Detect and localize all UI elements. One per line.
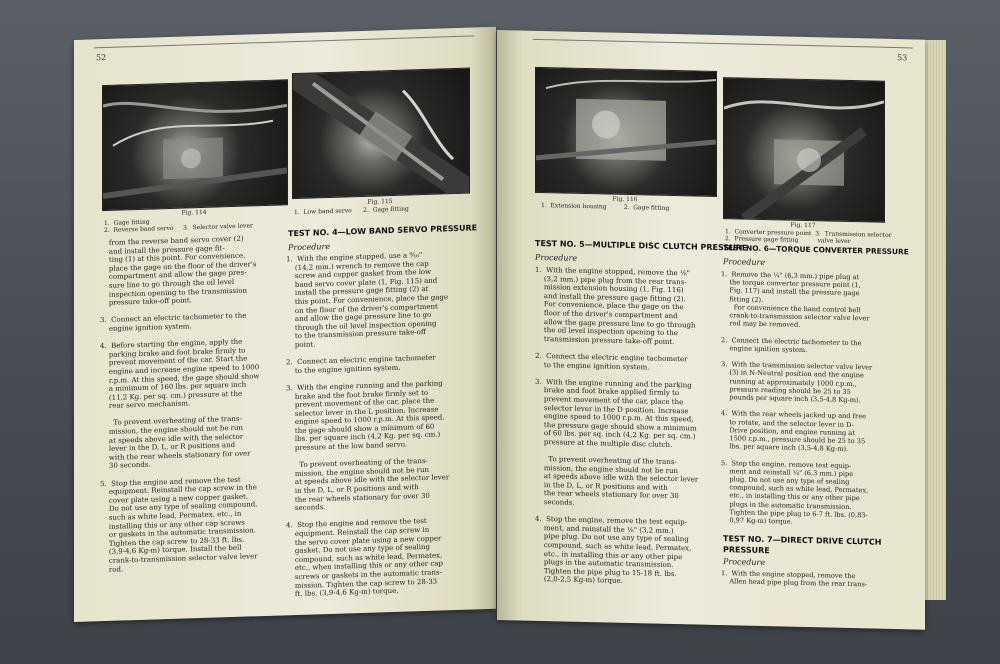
procedure-label: Procedure	[723, 557, 766, 568]
procedure-label: Procedure	[723, 257, 766, 268]
test6-text: 1. Remove the ¼" (6,3 mm.) pipe plug at the torque converter pressure point (1, Fig. 117) and install the pressure gage fitting (2). For convenience the hand control bell crank-to-transmission selector valve lever rod may be removed. 2. Connect the electric tachometer to the engine ignition system. 3. With the transmission selector valve lever (3) in N-Neutral position and the engine running at approximately 1000 r.p.m., pressure reading should be 25 to 35 pounds per square inch (3,5-4,8 Kg-m). 4. With the rear wheels jacked up and free to rotate, and the selector lever in D- Drive position, and engine running at 1500 r.p.m., pressure should be 25 to 35 lbs. per square inch (3,5-4,8 Kg-m). 5. Stop the engine, remove test equip- ment and reinstall ¼" (6,3 mm.) pipe plug. Do not use any type of sealing compound, such as white lead, Permatex, etc., in installing this or any other pipe plugs in the automatic transmission. Tighten the pipe plug to 6-7 ft. lbs. (0,83- 0,97 Kg-m) torque.	[721, 270, 873, 526]
test7-heading: TEST NO. 7—DIRECT DRIVE CLUTCH PRESSURE	[723, 534, 882, 556]
test5-heading: TEST NO. 5—MULTIPLE DISC CLUTCH PRESSURE	[535, 238, 748, 253]
fig114-caption: 1. Gage fitting 2. Reverse band servo 3. Selector valve lever	[104, 218, 253, 235]
page-number: 53	[897, 53, 908, 63]
procedure-label: Procedure	[535, 252, 578, 263]
header-rule	[94, 35, 474, 48]
fig115-label: Fig. 115	[367, 197, 393, 206]
photo-fig115	[292, 68, 470, 200]
fig116-caption: 1. Extension housing 2. Gage fitting	[541, 201, 670, 212]
test7-text: 1. With the engine stopped, remove the Allen head pipe plug from the rear trans-	[721, 569, 868, 589]
converter-photo-image	[724, 78, 884, 222]
header-rule	[533, 39, 913, 49]
photo-fig114	[102, 79, 288, 211]
photo-fig116	[535, 67, 717, 197]
test4-heading: TEST NO. 4—LOW BAND SERVO PRESSURE	[288, 223, 478, 239]
photo-fig117	[723, 77, 885, 223]
test5-text: 1. With the engine stopped, remove the ⅛" (3,2 mm.) pipe plug from the rear trans- mission extension housing (1, Fig. 116) and install the pressure gage fitting (2). For convenience, place the gage on the floor of the driver's compartment and allow the gage pressure line to go through the oil level inspection opening to the transmission pressure take-off point. 2. Connect the electric engine tachometer to the engine ignition system. 3. With the engine running and the parking brake and foot brake applied firmly to prevent movement of the car, place the selector lever in the D position. Increase engine speed to 1000 r.p.m. At this speed, the pressure gage should show a minimum of 60 lbs. per sq. inch (4,2 Kg. per sq. cm.) pressure at the multiple disc clutch. To prevent overheating of the trans- mission, the engine should not be run at speeds above idle with the selector lever in the D, L, or R positions and with the rear wheels stationary for over 30 seconds. 4. Stop the engine, remove the test equip- ment, and reinstall the ⅛" (3,2 mm.) pipe plug. Do not use any type of sealing compound, such as white lead, Permatex, etc., in installing this or any other pipe plugs in the automatic transmission. Tighten the pipe plug to 15-18 ft. lbs. (2,0-2,5 Kg-m) torque.	[535, 265, 699, 586]
servo-photo-image	[293, 69, 469, 199]
right-page	[497, 30, 925, 630]
engine-photo-image	[103, 80, 287, 210]
page-number: 52	[96, 52, 107, 63]
fig116-label: Fig. 116	[612, 195, 638, 204]
fig114-label: Fig. 114	[181, 208, 207, 217]
fig117-caption: 1. Converter pressure point 3. Transmission selector 2. Pressure gage fitting valve lever	[725, 228, 892, 246]
left-column-text: from the reverse band servo cover (2) and install the pressure gage fit- ting (1) at this point. For convenience, place the gage on the floor of the driver's compartment and allow the gage pres- sure line to go through the oil level inspection opening to the transmission pressure take-off point. 3. Connect an electric tachometer to the engine ignition system. 4. Before starting the engine, apply the parking brake and foot brake firmly to prevent movement of the car. Start the engine and increase engine speed to 1000 r.p.m. At this speed, the gage should show a minimum of 160 lbs. per square inch (11,2 Kg. per sq. cm.) pressure at the rear servo mechanism. To prevent overheating of the trans- mission, the engine should not be run at speeds above idle with the selector lever in the D, L, or R positions and with the rear wheels stationary for over 30 seconds. 5. Stop the engine and remove the test equipment. Reinstall the cap screw in the cover plate using a new copper gasket. Do not use any type of sealing compound, such as white lead, Permatex, etc., in installing this or any other cap screws or gaskets in the automatic transmission. Tighten the cap screw to 28-33 ft. lbs. (3,9-4,6 Kg-m) torque. Install the bell crank-to-transmission selector valve lever rod.	[100, 234, 260, 574]
fig115-caption: 1. Low band servo 2. Gage fitting	[294, 205, 409, 217]
left-page	[74, 27, 496, 622]
page-stack-edge	[922, 40, 946, 600]
extension-housing-photo-image	[536, 68, 716, 196]
fig117-label: Fig. 117	[790, 221, 816, 230]
test4-text: 1. With the engine stopped, use a ⁹⁄₁₆" (14,2 mm.) wrench to remove the cap screw and copper gasket from the low band servo cover plate (1, Fig. 115) and install the pressure gage fitting (2) at this point. For convenience, place the gage on the floor of the driver's compartment and allow the gage pressure line to go through the oil level inspection opening to the transmission pressure take-off point. 2. Connect an electric engine tachometer to the engine ignition system. 3. With the engine running and the parking brake and the foot brake firmly set to prevent movement of the car, place the selector lever in the L position. Increase engine speed to 1000 r.p.m. At this speed, the gage should show a minimum of 60 lbs. per square inch (4,2 Kg. per sq. cm.) pressure at the low band servo. To prevent overheating of the trans- mission, the engine should not be run at speeds above idle with the selector lever in the D, L, or R positions and with the rear wheels stationary for over 30 seconds. 4. Stop the engine and remove the test equipment. Reinstall the cap screw in the servo cover plate using a new copper gasket. Do not use any type of sealing compound, such as white lead, Permatex, etc., when installing this or any other cap screws or gaskets in the automatic trans- mission. Tighten the cap screw to 28-33 ft. lbs. (3,9-4,6 Kg-m) torque.	[286, 251, 450, 599]
procedure-label: Procedure	[288, 241, 331, 253]
test6-heading: TEST NO. 6—TORQUE CONVERTER PRESSURE	[723, 243, 909, 257]
